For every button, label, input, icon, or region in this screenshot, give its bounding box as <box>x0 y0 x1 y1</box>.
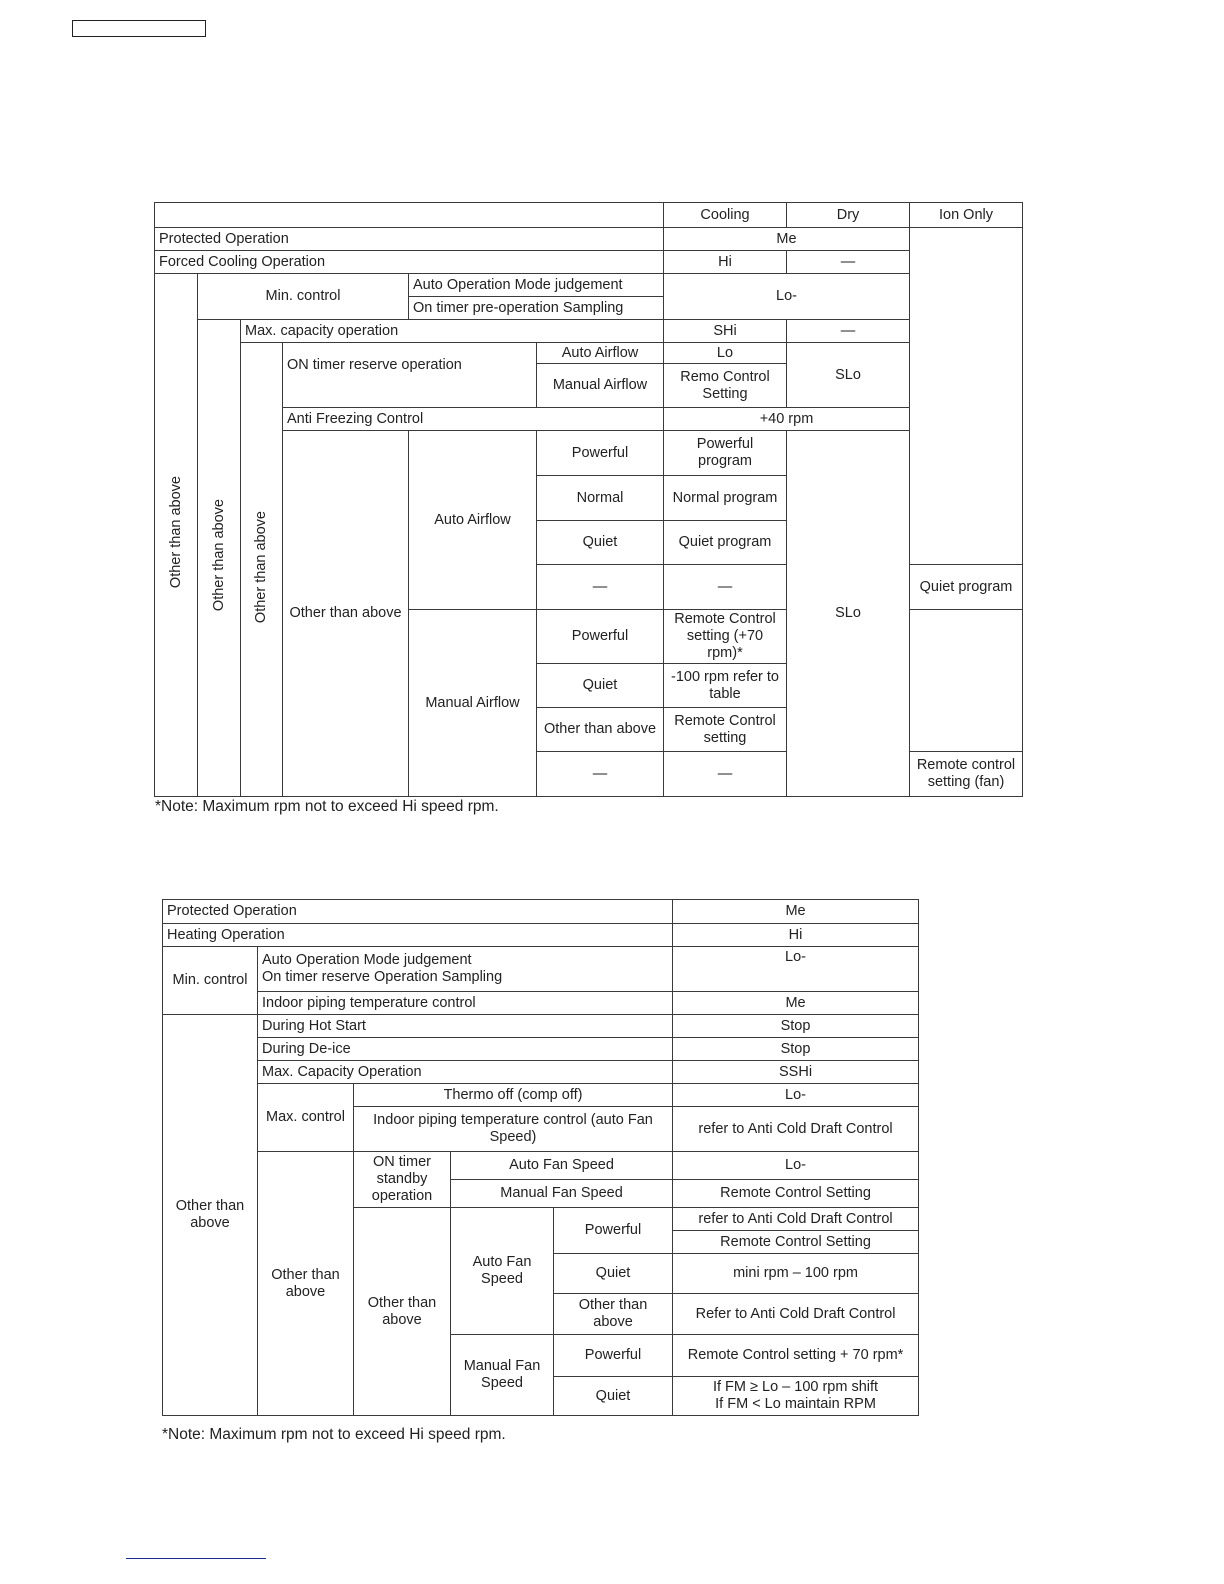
heat-max-capacity-value: SSHi <box>673 1061 919 1084</box>
on-timer-sampling-label: On timer pre-operation Sampling <box>409 297 664 320</box>
heat-quiet-value: mini rpm – 100 rpm <box>673 1254 919 1294</box>
heat-on-timer-sampling: On timer reserve Operation Sampling <box>262 969 503 985</box>
max-control-label: Max. control <box>258 1084 354 1152</box>
manual-quiet-label: Quiet <box>537 664 664 708</box>
standby-auto-fan-label: Auto Fan Speed <box>451 1152 673 1180</box>
heat-other-label: Other than above <box>554 1294 673 1335</box>
heat-indoor-piping-value: Me <box>673 992 919 1015</box>
heat-manual-quiet-value-2: If FM < Lo maintain RPM <box>715 1396 876 1412</box>
heat-min-control-value: Lo- <box>673 947 919 992</box>
manual-other-label: Other than above <box>537 708 664 752</box>
protected-operation-label: Protected Operation <box>155 228 664 251</box>
standby-manual-fan-label: Manual Fan Speed <box>451 1180 673 1208</box>
heat-manual-quiet-value <box>673 1377 919 1416</box>
other-than-above-level3: Other than above <box>241 343 283 797</box>
ion-only-blank-top <box>910 228 1023 565</box>
heat-max-capacity-label: Max. Capacity Operation <box>258 1061 673 1084</box>
heat-protected-label: Protected Operation <box>163 900 673 924</box>
ion-quiet-program: Quiet program <box>910 565 1023 610</box>
on-timer-auto-airflow-label: Auto Airflow <box>537 343 664 364</box>
auto-airflow-group-label: Auto Airflow <box>409 431 537 610</box>
standby-manual-fan-value: Remote Control Setting <box>673 1180 919 1208</box>
thermo-off-value: Lo- <box>673 1084 919 1107</box>
heating-fan-speed-table <box>162 899 919 1416</box>
auto-quiet-label: Quiet <box>537 521 664 565</box>
deice-value: Stop <box>673 1038 919 1061</box>
heat-other-than-above-c: Other than above <box>354 1208 451 1416</box>
auto-dash-value: — <box>664 565 787 610</box>
forced-cooling-dry-value: — <box>787 251 910 274</box>
auto-powerful-label: Powerful <box>537 431 664 476</box>
manual-dash-value: — <box>664 752 787 797</box>
heat-powerful-value-2: Remote Control Setting <box>673 1231 919 1254</box>
on-timer-standby-label: ON timer standby operation <box>354 1152 451 1208</box>
col-cooling: Cooling <box>664 203 787 228</box>
thermo-off-label: Thermo off (comp off) <box>354 1084 673 1107</box>
manual-airflow-group-label: Manual Airflow <box>409 610 537 797</box>
anti-freezing-label: Anti Freezing Control <box>283 408 664 431</box>
auto-powerful-value: Powerful program <box>664 431 787 476</box>
deice-label: During De-ice <box>258 1038 673 1061</box>
heat-other-value: Refer to Anti Cold Draft Control <box>673 1294 919 1335</box>
on-timer-auto-airflow-value: Lo <box>664 343 787 364</box>
auto-quiet-value: Quiet program <box>664 521 787 565</box>
col-dry: Dry <box>787 203 910 228</box>
heat-quiet-label: Quiet <box>554 1254 673 1294</box>
header-box <box>72 20 206 37</box>
min-control-value: Lo- <box>664 274 910 320</box>
heat-other-than-above-a: Other than above <box>163 1015 258 1416</box>
manual-powerful-label: Powerful <box>537 610 664 664</box>
hot-start-label: During Hot Start <box>258 1015 673 1038</box>
auto-normal-value: Normal program <box>664 476 787 521</box>
heat-min-control-label: Min. control <box>163 947 258 1015</box>
heat-manual-powerful-label: Powerful <box>554 1335 673 1377</box>
heating-operation-value: Hi <box>673 924 919 947</box>
on-timer-manual-airflow-value: Remo Control Setting <box>664 364 787 408</box>
heat-min-control-items <box>258 947 673 992</box>
heating-operation-label: Heating Operation <box>163 924 673 947</box>
auto-normal-label: Normal <box>537 476 664 521</box>
ion-only-blank-bottom <box>910 610 1023 752</box>
cooling-fan-speed-table <box>154 202 1023 797</box>
footer-line <box>126 1558 266 1559</box>
auto-fan-group-label: Auto Fan Speed <box>451 1208 554 1335</box>
heat-powerful-label: Powerful <box>554 1208 673 1254</box>
table2-note: *Note: Maximum rpm not to exceed Hi speed rpm. <box>162 1426 506 1443</box>
heat-auto-mode-judgement: Auto Operation Mode judgement <box>262 952 472 968</box>
heat-protected-value: Me <box>673 900 919 924</box>
manual-quiet-value: -100 rpm refer to table <box>664 664 787 708</box>
heat-manual-quiet-label: Quiet <box>554 1377 673 1416</box>
heat-manual-quiet-value-1: If FM ≥ Lo – 100 rpm shift <box>712 1379 879 1395</box>
other-than-above-level2: Other than above <box>198 320 241 797</box>
heat-powerful-value-1: refer to Anti Cold Draft Control <box>673 1208 919 1231</box>
ion-remote-fan: Remote control setting (fan) <box>910 752 1023 797</box>
manual-dash-label: — <box>537 752 664 797</box>
auto-mode-judgement-label: Auto Operation Mode judgement <box>409 274 664 297</box>
max-capacity-cooling-value: SHi <box>664 320 787 343</box>
heat-manual-powerful-value: Remote Control setting + 70 rpm* <box>673 1335 919 1377</box>
heat-indoor-piping-label: Indoor piping temperature control <box>258 992 673 1015</box>
forced-cooling-label: Forced Cooling Operation <box>155 251 664 274</box>
manual-fan-group-label: Manual Fan Speed <box>451 1335 554 1416</box>
standby-auto-fan-value: Lo- <box>673 1152 919 1180</box>
heat-other-than-above-b: Other than above <box>258 1152 354 1416</box>
table1-corner <box>155 203 664 228</box>
main-dry-value: SLo <box>787 431 910 797</box>
hot-start-value: Stop <box>673 1015 919 1038</box>
other-than-above-level4: Other than above <box>283 431 409 797</box>
table1-note: *Note: Maximum rpm not to exceed Hi speed rpm. <box>155 798 499 815</box>
on-timer-manual-airflow-label: Manual Airflow <box>537 364 664 408</box>
auto-dash-label: — <box>537 565 664 610</box>
max-capacity-dry-value: — <box>787 320 910 343</box>
max-capacity-label: Max. capacity operation <box>241 320 664 343</box>
anti-freezing-value: +40 rpm <box>664 408 910 431</box>
min-control-label: Min. control <box>198 274 409 320</box>
manual-powerful-value: Remote Control setting (+70 rpm)* <box>664 610 787 664</box>
forced-cooling-cooling-value: Hi <box>664 251 787 274</box>
on-timer-reserve-label: ON timer reserve operation <box>283 343 537 408</box>
manual-other-value: Remote Control setting <box>664 708 787 752</box>
indoor-piping-auto-value: refer to Anti Cold Draft Control <box>673 1107 919 1152</box>
other-than-above-level1: Other than above <box>155 274 198 797</box>
on-timer-dry-value: SLo <box>787 343 910 408</box>
col-ion-only: Ion Only <box>910 203 1023 228</box>
protected-operation-value: Me <box>664 228 910 251</box>
indoor-piping-auto-label: Indoor piping temperature control (auto Fan Speed) <box>354 1107 673 1152</box>
